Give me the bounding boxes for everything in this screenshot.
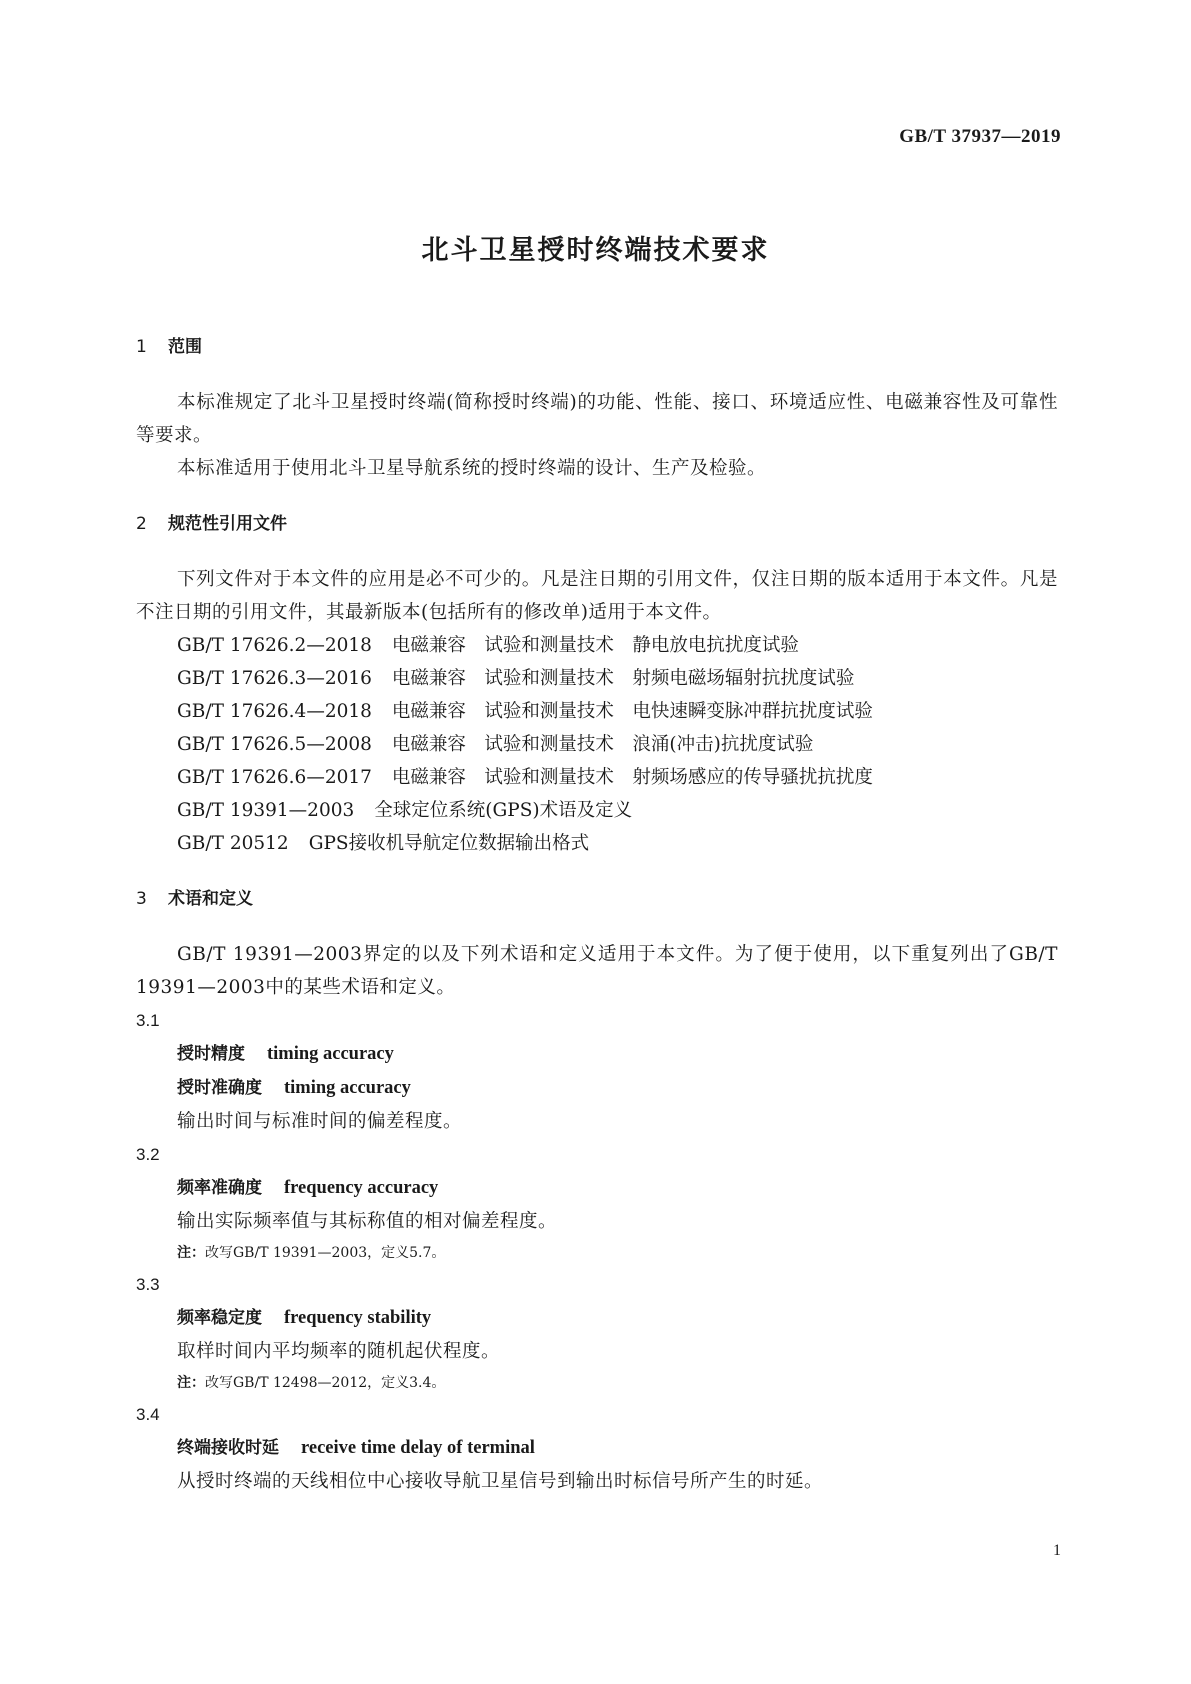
term-english: frequency accuracy bbox=[284, 1178, 439, 1198]
section-number: 3 bbox=[136, 889, 147, 909]
term-definition: 取样时间内平均频率的随机起伏程度。 bbox=[177, 1341, 501, 1362]
reference-code: GB/T 20512 bbox=[177, 833, 289, 854]
reference-code: GB/T 17626.2—2018 bbox=[177, 635, 372, 656]
note-text: 改写GB/T 19391—2003，定义5.7。 bbox=[205, 1245, 446, 1261]
section-title: 规范性引用文件 bbox=[168, 514, 287, 534]
term-note bbox=[136, 1368, 1058, 1398]
term-definition: 输出实际频率值与其标称值的相对偏差程度。 bbox=[177, 1211, 558, 1232]
document-body bbox=[136, 330, 1058, 1498]
section-number: 2 bbox=[136, 514, 147, 534]
term-chinese: 频率稳定度 bbox=[177, 1308, 262, 1328]
term-entry bbox=[136, 1431, 1058, 1465]
scope-paragraph-2: 本标准适用于使用北斗卫星导航系统的授时终端的设计、生产及检验。 bbox=[177, 458, 767, 479]
terms-intro: GB/T 19391—2003界定的以及下列术语和定义适用于本文件。为了便于使用，以下重复列出了GB/T 19391—2003中的某些术语和定义。 bbox=[136, 944, 1058, 998]
reference-title: 全球定位系统(GPS)术语及定义 bbox=[374, 800, 633, 821]
reference-item bbox=[136, 629, 1058, 662]
reference-item bbox=[136, 662, 1058, 695]
reference-item bbox=[136, 728, 1058, 761]
note-label: 注： bbox=[177, 1375, 205, 1391]
section-heading-scope bbox=[136, 330, 1058, 364]
note-label: 注： bbox=[177, 1245, 205, 1261]
reference-code: GB/T 17626.6—2017 bbox=[177, 767, 372, 788]
term-english: timing accuracy bbox=[267, 1044, 394, 1064]
reference-title: 电磁兼容 试验和测量技术 射频场感应的传导骚扰抗扰度 bbox=[391, 767, 873, 788]
reference-title: 电磁兼容 试验和测量技术 浪涌(冲击)抗扰度试验 bbox=[391, 734, 814, 755]
reference-title: GPS接收机导航定位数据输出格式 bbox=[308, 833, 590, 854]
term-number: 3.3 bbox=[136, 1275, 160, 1294]
reference-item bbox=[136, 827, 1058, 860]
term-number: 3.4 bbox=[136, 1405, 160, 1424]
section-number: 1 bbox=[136, 337, 147, 357]
term-number: 3.1 bbox=[136, 1011, 160, 1030]
section-heading-normative bbox=[136, 507, 1058, 541]
section-title: 术语和定义 bbox=[168, 889, 253, 909]
reference-code: GB/T 17626.4—2018 bbox=[177, 701, 372, 722]
reference-title: 电磁兼容 试验和测量技术 电快速瞬变脉冲群抗扰度试验 bbox=[391, 701, 873, 722]
reference-code: GB/T 19391—2003 bbox=[177, 800, 355, 821]
reference-item bbox=[136, 695, 1058, 728]
term-chinese: 授时准确度 bbox=[177, 1078, 262, 1098]
standard-number: GB/T 37937—2019 bbox=[899, 126, 1061, 147]
reference-title: 电磁兼容 试验和测量技术 射频电磁场辐射抗扰度试验 bbox=[391, 668, 855, 689]
term-entry bbox=[136, 1037, 1058, 1071]
term-chinese: 授时精度 bbox=[177, 1044, 245, 1064]
reference-title: 电磁兼容 试验和测量技术 静电放电抗扰度试验 bbox=[391, 635, 799, 656]
term-number: 3.2 bbox=[136, 1145, 160, 1164]
normative-intro: 下列文件对于本文件的应用是必不可少的。凡是注日期的引用文件，仅注日期的版本适用于本文件。凡是不注日期的引用文件，其最新版本(包括所有的修改单)适用于本文件。 bbox=[136, 569, 1058, 623]
reference-code: GB/T 17626.5—2008 bbox=[177, 734, 372, 755]
term-definition: 输出时间与标准时间的偏差程度。 bbox=[177, 1111, 463, 1132]
term-definition: 从授时终端的天线相位中心接收导航卫星信号到输出时标信号所产生的时延。 bbox=[177, 1471, 824, 1492]
section-heading-terms bbox=[136, 882, 1058, 916]
term-entry bbox=[136, 1301, 1058, 1335]
section-title: 范围 bbox=[168, 337, 202, 357]
term-english: frequency stability bbox=[284, 1308, 432, 1328]
term-chinese: 终端接收时延 bbox=[177, 1438, 279, 1458]
note-text: 改写GB/T 12498—2012，定义3.4。 bbox=[205, 1375, 446, 1391]
term-entry bbox=[136, 1071, 1058, 1105]
term-chinese: 频率准确度 bbox=[177, 1178, 262, 1198]
term-english: timing accuracy bbox=[284, 1078, 411, 1098]
page-number: 1 bbox=[1053, 1542, 1061, 1559]
scope-paragraph-1: 本标准规定了北斗卫星授时终端(简称授时终端)的功能、性能、接口、环境适应性、电磁兼容性及可靠性等要求。 bbox=[136, 392, 1058, 446]
term-english: receive time delay of terminal bbox=[301, 1438, 535, 1458]
term-note bbox=[136, 1238, 1058, 1268]
document-title: 北斗卫星授时终端技术要求 bbox=[421, 235, 770, 266]
reference-item bbox=[136, 794, 1058, 827]
reference-item bbox=[136, 761, 1058, 794]
term-entry bbox=[136, 1171, 1058, 1205]
reference-code: GB/T 17626.3—2016 bbox=[177, 668, 372, 689]
